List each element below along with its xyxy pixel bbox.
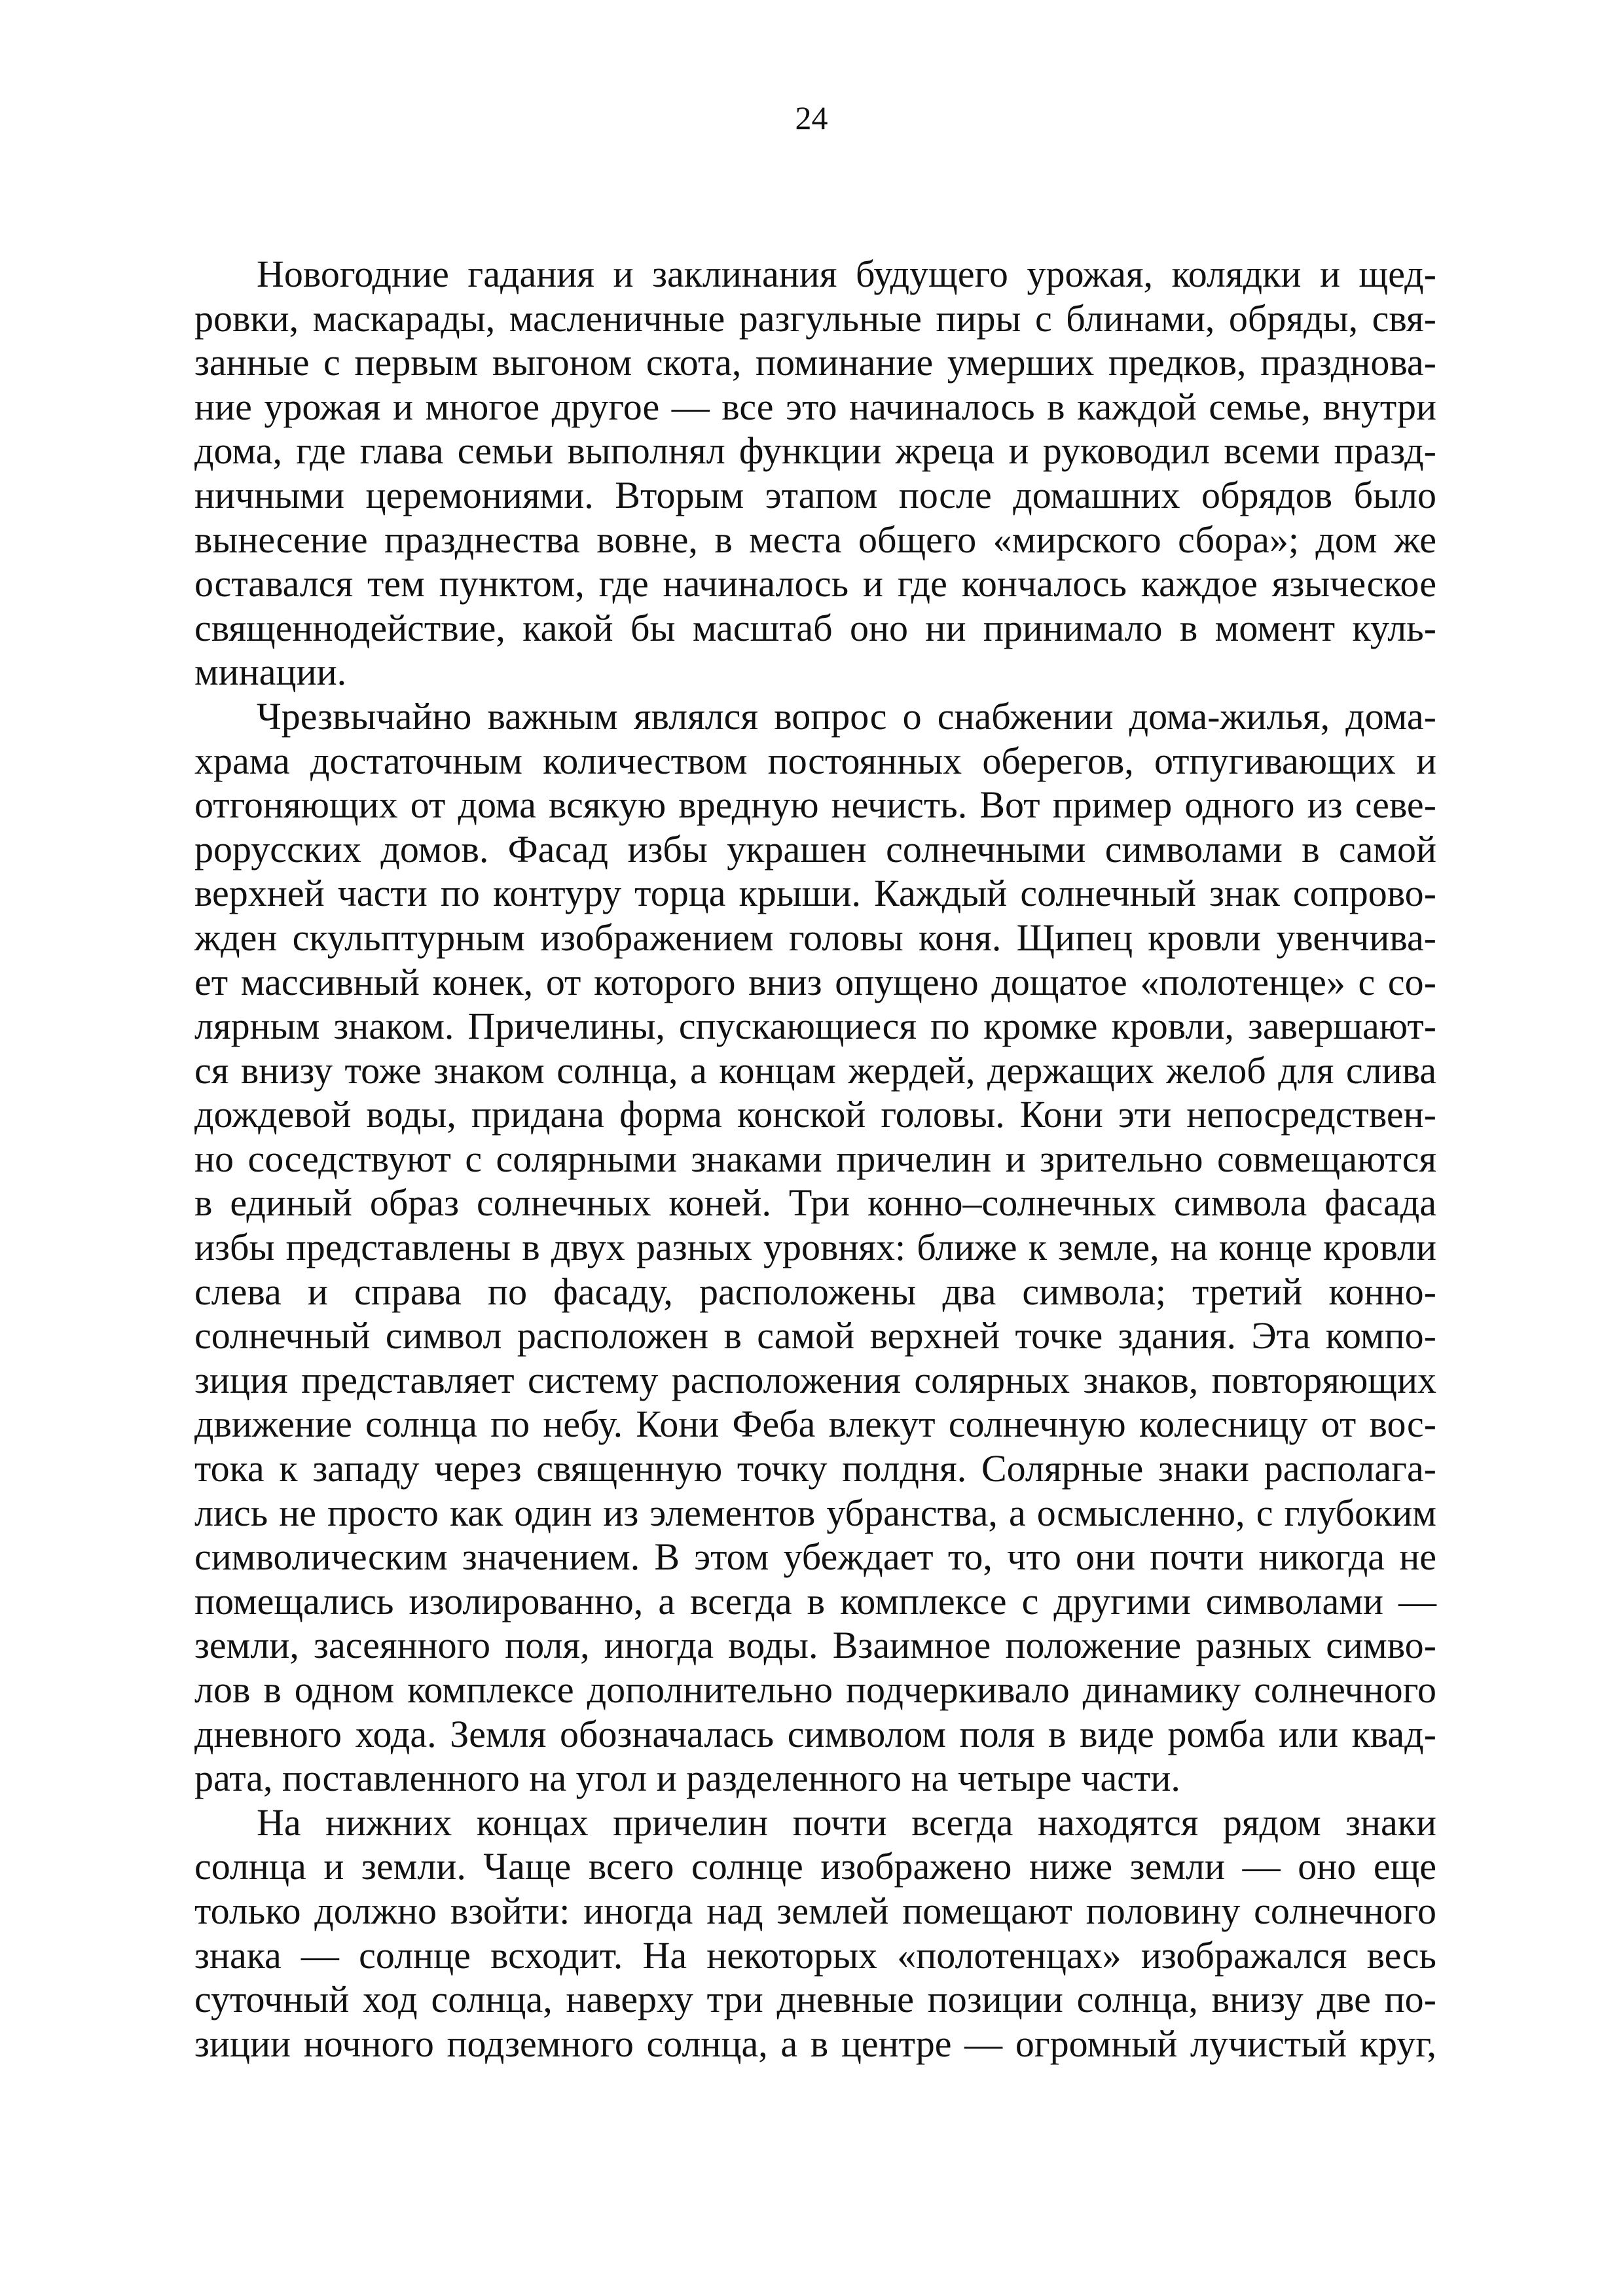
text-line: слева и справа по фасаду, расположены два символа; третий конно- (194, 1270, 1436, 1313)
text-line: помещались изолированно, а всегда в комплексе с другими символами — (194, 1579, 1436, 1623)
text-line: ся внизу тоже знаком солнца, а концам жердей, держащих желоб для слива (194, 1049, 1436, 1092)
text-line: верхней части по контуру торца крыши. Каждый солнечный знак сопрово- (194, 872, 1436, 915)
text-line: лись не просто как один из элементов убранства, а осмысленно, с глубоким (194, 1491, 1436, 1534)
text-line: но соседствуют с солярными знаками причелин и зрительно совмещаются (194, 1137, 1436, 1180)
body-text (194, 252, 1436, 2066)
text-line: ровки, маскарады, масленичные разгульные пиры с блинами, обряды, свя- (194, 296, 1436, 340)
text-line: солнца и земли. Чаще всего солнце изображено ниже земли — оно еще (194, 1845, 1436, 1888)
text-line: солнечный символ расположен в самой верхней точке здания. Эта компо- (194, 1314, 1436, 1357)
text-line: зиции ночного подземного солнца, а в центре — огромный лучистый круг, (194, 2022, 1436, 2065)
text-line: ничными церемониями. Вторым этапом после домашних обрядов было (194, 473, 1436, 516)
text-line: На нижних концах причелин почти всегда находятся рядом знаки (257, 1801, 1436, 1844)
text-line: символическим значением. В этом убеждает то, что они почти никогда не (194, 1535, 1436, 1579)
text-line: жден скульптурным изображением головы коня. Щипец кровли увенчива- (194, 916, 1436, 959)
text-line: дождевой воды, придана форма конской головы. Кони эти непосредствен- (194, 1093, 1436, 1136)
text-line: занные с первым выгоном скота, поминание умерших предков, празднова- (194, 341, 1436, 384)
text-line: тока к западу через священную точку полдня. Солярные знаки располага- (194, 1447, 1436, 1490)
text-line: суточный ход солнца, наверху три дневные позиции солнца, внизу две по- (194, 1978, 1436, 2021)
text-line: оставался тем пунктом, где начиналось и где кончалось каждое языческое (194, 562, 1436, 605)
text-line: рорусских домов. Фасад избы украшен солнечными символами в самой (194, 827, 1436, 870)
text-line: храма достаточным количеством постоянных оберегов, отпугивающих и (194, 739, 1436, 782)
page-number: 24 (795, 99, 828, 136)
text-line: зиция представляет систему расположения солярных знаков, повторяющих (194, 1358, 1436, 1401)
text-line: священнодействие, какой бы масштаб оно ни принимало в момент куль- (194, 606, 1436, 649)
text-line: минации. (194, 651, 347, 694)
text-line: Чрезвычайно важным являлся вопрос о снабжении дома-жилья, дома- (257, 694, 1436, 738)
text-line: избы представлены в двух разных уровнях: ближе к земле, на конце кровли (194, 1226, 1436, 1269)
text-line: знака — солнце всходит. На некоторых «полотенцах» изображался весь (194, 1933, 1436, 1977)
text-line: дома, где глава семьи выполнял функции жреца и руководил всеми празд- (194, 429, 1436, 473)
text-line: вынесение празднества вовне, в места общего «мирского сбора»; дом же (194, 518, 1436, 561)
text-line: ние урожая и многое другое — все это начиналось в каждой семье, внутри (194, 385, 1436, 428)
text-line: в единый образ солнечных коней. Три конно–солнечных символа фасада (194, 1181, 1436, 1225)
text-line: движение солнца по небу. Кони Феба влекут солнечную колесницу от вос- (194, 1403, 1436, 1446)
text-line: лов в одном комплексе дополнительно подчеркивало динамику солнечного (194, 1668, 1436, 1711)
text-line: дневного хода. Земля обозначалась символом поля в виде ромба или квад- (194, 1712, 1436, 1755)
text-line: земли, засеянного поля, иногда воды. Взаимное положение разных симво- (194, 1624, 1436, 1667)
text-line: Новогодние гадания и заклинания будущего урожая, колядки и щед- (257, 253, 1436, 295)
text-line: рата, поставленного на угол и разделенного на четыре части. (194, 1757, 1180, 1800)
text-line: ет массивный конек, от которого вниз опущено дощатое «полотенце» с со- (194, 960, 1436, 1003)
text-line: отгоняющих от дома всякую вредную нечисть. Вот пример одного из севе- (194, 783, 1436, 827)
text-line: только должно взойти: иногда над землей помещают половину солнечного (194, 1889, 1436, 1932)
text-line: лярным знаком. Причелины, спускающиеся по кромке кровли, завершают- (194, 1005, 1436, 1048)
